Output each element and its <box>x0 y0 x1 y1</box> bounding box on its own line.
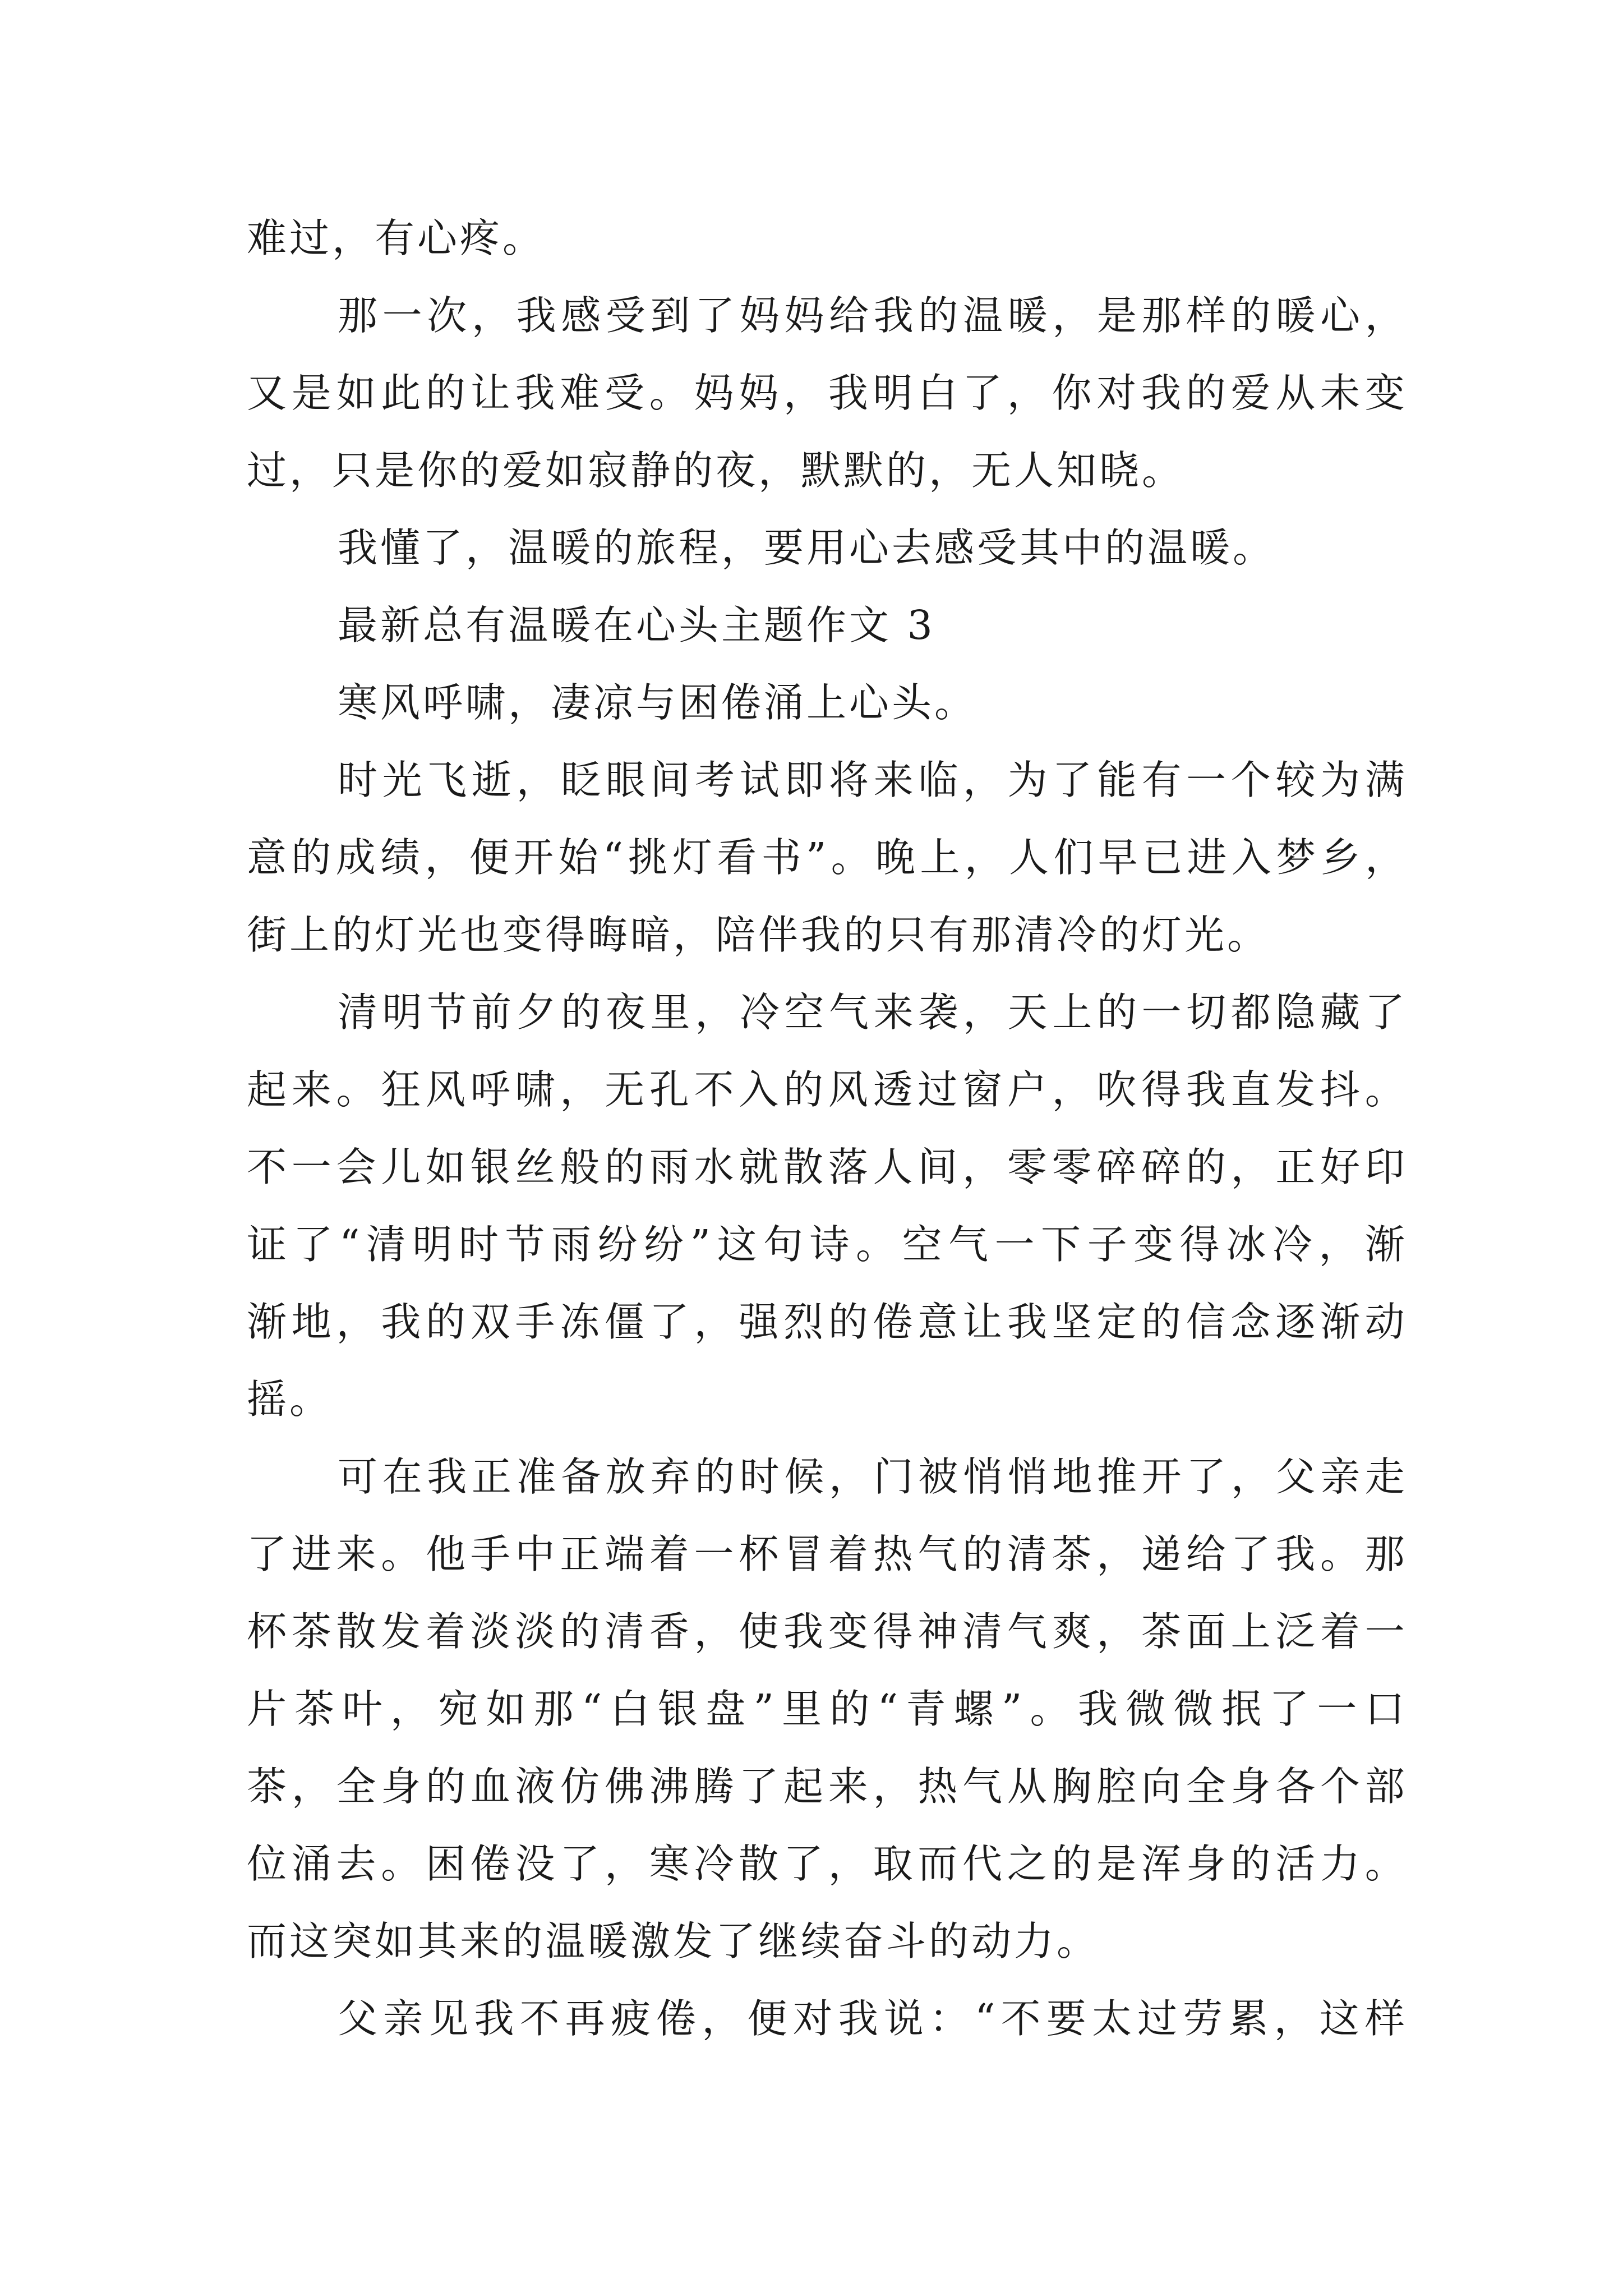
text-line: 清 明 节 前 夕 的 夜 里 ， 冷 空 气 来 袭 ， 天 上 的 一 切 都 隐 藏 了 <box>338 989 1405 1036</box>
text-line: 杯 茶 散 发 着 淡 淡 的 清 香 ， 使 我 变 得 神 清 气 爽 ， 茶 面 上 泛 着 一 <box>247 1608 1405 1655</box>
text-line: 了 进 来 。 他 手 中 正 端 着 一 杯 冒 着 热 气 的 清 茶 ， 递 给 了 我 。 那 <box>247 1531 1405 1577</box>
text-line: 摇。 <box>247 1376 333 1423</box>
text-line: 寒风呼啸，凄凉与困倦涌上心头。 <box>338 679 978 726</box>
text-line: 意 的 成 绩 ， 便 开 始 “ 挑 灯 看 书 ” 。 晚 上 ， 人 们 早 已 进 入 梦 乡 ， <box>247 834 1405 881</box>
text-line: 父 亲 见 我 不 再 疲 倦 ， 便 对 我 说 ： “ 不 要 太 过 劳 累 ， 这 样 <box>338 1995 1405 2042</box>
text-line: 片 茶 叶 ， 宛 如 那 “ 白 银 盘 ” 里 的 “ 青 螺 ” 。 我 微 微 抿 了 一 口 <box>247 1686 1405 1732</box>
text-line: 我懂了，温暖的旅程，要用心去感受其中的温暖。 <box>338 524 1276 571</box>
text-line: 起 来 。 狂 风 呼 啸 ， 无 孔 不 入 的 风 透 过 窗 户 ， 吹 得 我 直 发 抖 。 <box>247 1066 1405 1113</box>
text-line: 那 一 次 ， 我 感 受 到 了 妈 妈 给 我 的 温 暖 ， 是 那 样 的 暖 心 ， <box>338 292 1405 339</box>
text-line: 不 一 会 儿 如 银 丝 般 的 雨 水 就 散 落 人 间 ， 零 零 碎 碎 的 ， 正 好 印 <box>247 1144 1405 1190</box>
text-line: 过，只是你的爱如寂静的夜，默默的，无人知晓。 <box>247 447 1185 494</box>
text-line: 可 在 我 正 准 备 放 弃 的 时 候 ， 门 被 悄 悄 地 推 开 了 ， 父 亲 走 <box>338 1453 1405 1500</box>
text-line: 时 光 飞 逝 ， 眨 眼 间 考 试 即 将 来 临 ， 为 了 能 有 一 个 较 为 满 <box>338 757 1405 803</box>
text-line: 而这突如其来的温暖激发了继续奋斗的动力。 <box>247 1918 1100 1964</box>
text-line: 茶 ， 全 身 的 血 液 仿 佛 沸 腾 了 起 来 ， 热 气 从 胸 腔 向 全 身 各 个 部 <box>247 1763 1405 1810</box>
text-line: 渐 地 ， 我 的 双 手 冻 僵 了 ， 强 烈 的 倦 意 让 我 坚 定 的 信 念 逐 渐 动 <box>247 1299 1405 1345</box>
text-line: 最新总有温暖在心头主题作文 3 <box>338 602 935 648</box>
text-line: 又 是 如 此 的 让 我 难 受 。 妈 妈 ， 我 明 白 了 ， 你 对 我 的 爱 从 未 变 <box>247 370 1405 416</box>
text-line: 证 了 “ 清 明 时 节 雨 纷 纷 ” 这 句 诗 。 空 气 一 下 子 变 得 冰 冷 ， 渐 <box>247 1221 1405 1268</box>
text-line: 难过，有心疼。 <box>247 215 546 261</box>
text-line: 街上的灯光也变得晦暗，陪伴我的只有那清冷的灯光。 <box>247 912 1270 958</box>
text-line: 位 涌 去 。 困 倦 没 了 ， 寒 冷 散 了 ， 取 而 代 之 的 是 浑 身 的 活 力 。 <box>247 1841 1405 1887</box>
